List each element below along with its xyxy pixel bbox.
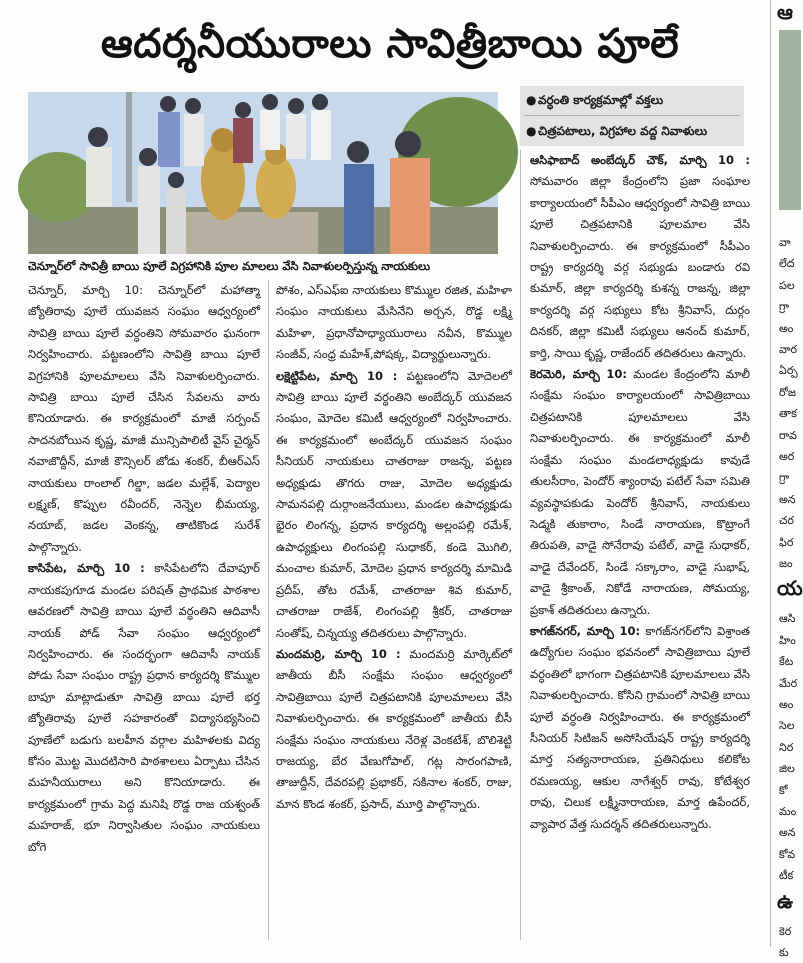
adjacent-text-fragment: తాక (779, 407, 797, 421)
adjacent-text-fragment: కోవ (779, 847, 796, 861)
subhead-1-text: వర్ధంతి కార్యక్రమాల్లో వక్తలు (538, 93, 664, 107)
subheads-box (520, 86, 744, 146)
adjacent-text-fragment: అం (779, 321, 794, 335)
adjacent-text-fragment: నిర (779, 740, 794, 754)
adjacent-text-fragment: అన (779, 492, 796, 506)
paragraph (28, 280, 260, 558)
news-photo (28, 92, 498, 254)
adjacent-text-fragment: అం (779, 698, 794, 711)
column-rule (520, 150, 521, 940)
paragraph (276, 366, 512, 644)
headline: ఆదర్శనీయురాలు సావిత్రీబాయి పూలే (100, 21, 680, 67)
subhead-divider (524, 115, 740, 116)
adjacent-text-fragment: హిం (779, 633, 796, 647)
paragraph (530, 621, 750, 835)
paragraph-text: పట్టణంలోని మోదెలలో సావిత్రి బాయి పూలే వర్ధంతిని అంబేద్కర్‌ యువజన సంఘం, మోదెల కమిటీ ఆధ్వర్యంలో నిర్వహించారు. ఈ కార్యక్రమంలో అంబేద్కర్‌ యువజన సంఘం సీనియర్‌ నాయకులు చాతరాజు రాజన్న, పట్టణ అధ్యక్షుడు తొగరు రాజు, మోదెల అధ్యక్షుడు సామనపల్లి దుర్గాంజనేయులు, మండల ఉపాధ్యక్షుడు భైరం లింగన్న, ప్రధాన కార్యదర్శి అల్లంపల్లి రమేశ్‌, ఉపాధ్యక్షులు లింగంపల్లి సుధాకర్‌, కండె మొగిలి, మంచాల కుమార్‌, మోదెల ప్రధాన కార్యదర్శి మామిడి ప్రదీప్‌, తోట రమేశ్‌, చాతరాజు శివ కుమార్‌, చాతరాజు రాజేశ్‌, లింగంపల్లి శ్రీకర్‌, చాతరాజు సంతోష్‌, చిన్నయ్య తదితరులు పాల్గొన్నారు. (276, 368, 513, 640)
paragraph-text: పోశం, ఎస్‌ఎఫ్‌ఐ నాయకులు కొమ్ముల రజిత, మహిళా సంఘం నాయకులు మేసినేని అర్చన, రొడ్డ లక్ష్మి మహిళా, ప్రధానోపాధ్యాయురాలు నవీన, కొమ్ముల సంజీవ్‌, సంధ్ర మహేశ్‌,పోషక్క, విద్యార్థులున్నారు. (276, 283, 512, 362)
dateline: కెరమెరి, మార్చి 10: (530, 367, 628, 382)
adjacent-text-fragment: జం (779, 557, 793, 570)
article-column-1 (28, 280, 260, 940)
paragraph-text: మందమర్రి మార్కెట్‌లో జాతీయ బీసీ సంక్షేమ సంఘం ఆధ్వర్యంలో సావిత్రిబాయి పూలే చిత్రపటానికి పూలమాలలు వేసి నివాళులర్పించారు. ఈ కార్యక్రమంలో జాతీయ బీసీ సంక్షేమ సంఘం నాయకులు నేరెళ్ల వెంకటేశ్‌, బొలిశెట్టి రాజయ్య, బేర వేణుగోపాల్‌, గట్ల సారంగపాణి, తాజుద్దీన్‌, దేవరపల్లి ప్రభాకర్‌, సకినాల శంకర్‌, రాజు, మాన కొండ శంకర్‌, ప్రసాద్‌, మూర్తి పాల్గొన్నారు. (276, 646, 512, 811)
adjacent-text-fragment: లేద (779, 257, 795, 271)
paragraph (276, 644, 512, 815)
paragraph-text: చెన్నూర్‌, మార్చి 10: చెన్నూర్‌లో మహాత్మా జ్యోతిరావు పూలే యువజన సంఘం ఆధ్వర్యంలో సావిత్రి బాయి పూలే వర్ధంతిని సోమవారం ఘనంగా నిర్వహించారు. పట్టణంలోని సావిత్రి బాయి పూలే విగ్రహానికి పూలమాలలు వేసి నివాళులర్పించారు. సావిత్రి బాయి పూలే చేసిన సేవలను వారు కొనియాడారు. ఈ కార్యక్రమంలో మాజీ సర్పంచ్‌ సాదనబోయిన కృష్ణ, మాజీ మున్సిపాలిటీ వైస్‌ చైర్మన్‌ నవాజొద్దీన్‌, మాజీ కౌన్సిలర్‌ జోడు శంకర్‌, బీఆర్‌ఎస్‌ నాయకులు రాంలాల్‌ గిల్డా, జడల మల్లేశ్‌, పెద్యాల లక్ష్మణ్‌, కొప్పుల రవీందర్‌, నెన్నెల భీమయ్య, నయాబ్‌, జడల వెంకన్న, తాటికొండ సురేశ్‌ పాల్గొన్నారు. (28, 283, 260, 554)
adjacent-text-fragment: రావ (779, 428, 797, 442)
adjacent-text-fragment: జిల (779, 762, 795, 776)
bullet-icon: ● (526, 93, 537, 107)
dateline: కాసిపేట, మార్చి 10 : (28, 561, 145, 576)
adjacent-text-fragment: సెల (779, 719, 795, 733)
adjacent-heading: ఉ (777, 888, 793, 913)
dateline: కాగజ్‌నగర్‌, మార్చి 10: (530, 623, 641, 638)
photo-caption: చెన్నూర్‌లో సావిత్రీ బాయి పూలే విగ్రహానికి పూల మాలలు వేసి నివాళులర్పిస్తున్న నాయకులు (28, 259, 431, 273)
adjacent-text-fragment: గ్రా (779, 471, 790, 485)
article-column-2 (276, 280, 512, 940)
adjacent-text-fragment: ఫిర (779, 535, 794, 549)
dateline: ఆసిఫాబాద్‌ అంబేద్కర్‌ చౌక్‌, మార్చి 10 : (530, 153, 750, 167)
subhead-1 (520, 86, 744, 114)
adjacent-photo (779, 30, 801, 210)
adjacent-text-fragment: రోజ (779, 385, 796, 399)
dateline: మందమర్రి, మార్చి 10 : (276, 646, 401, 661)
adjacent-text-fragment: అర (779, 450, 795, 463)
paragraph (530, 364, 750, 621)
adjacent-text-fragment: కేట (779, 655, 794, 669)
adjacent-text-fragment: కెర (779, 924, 792, 938)
dateline: లక్షెట్టిపేట, మార్చి 10 : (276, 368, 398, 383)
adjacent-text-fragment: కో (779, 783, 788, 797)
adjacent-text-fragment: చర (779, 514, 794, 528)
paragraph-text: కాగజ్‌నగర్‌లోని విశ్రాంత ఉద్యోగుల సంఘం భవనంలో సావిత్రిబాయి పూలే వర్ధంతిలో భాగంగా చిత్రపటానికి పూలమాలలు వేసి నివాళులర్పించారు. కోసిని గ్రామంలో సావిత్రి బాయి పూలే వర్ధంతి నిర్వహించారు. ఈ కార్యక్రమంలో సీనియర్‌ సిటిజన్‌ అసోసియేషన్‌ రాష్ట్ర కార్యదర్శి మార్త సత్యనారాయణ, ప్రతినిధులు కలికోట రమణయ్య, ఆకుల నాగేశ్వర్‌ రావు, కోటేశ్వర రావు, చిలుక లక్ష్మీనారాయణ, మార్త ఉపేందర్‌, వ్యాపార వేత్త సుదర్శన్‌ తదితరులున్నారు. (530, 623, 750, 831)
adjacent-heading: య (777, 576, 803, 601)
column-rule (268, 280, 269, 940)
article-column-3 (530, 150, 750, 940)
paragraph (276, 280, 512, 366)
adjacent-text-fragment: అన (779, 826, 796, 840)
adjacent-text-fragment: వార (779, 343, 798, 356)
bullet-icon: ● (526, 124, 537, 138)
adjacent-text-fragment: మం (779, 805, 797, 818)
adjacent-text-fragment: వా (779, 236, 791, 249)
adjacent-article-strip (770, 0, 803, 959)
adjacent-text-fragment: ఏర్ప (779, 364, 798, 378)
adjacent-heading: ఆ (777, 0, 793, 24)
adjacent-text-fragment: కు (779, 946, 789, 959)
paragraph (530, 150, 750, 364)
paragraph-text: కాసిపేటలోని దేవాపూర్‌ నాయకపుగూడ మండల పరిషత్‌ ప్రాథమిక పాఠశాల ఆవరణలో సావిత్రి బాయి పూలే వర్ధంతిని ఆదివాసీ నాయక్‌ పోడ్‌ సేవా సంఘం ఆధ్వర్యంలో నిర్వహించారు. ఈ సందర్భంగా ఆదివాసీ నాయక్‌ పోడు సేవా సంఘం రాష్ట్ర ప్రధాన కార్యదర్శి కొమ్ముల బాపూ మాట్లాడుతూ సావిత్రి బాయి పూలే భర్త జ్యోతిరావు పూలే సహకారంతో విద్యాసభ్యసించి పూణేలో బడుగు బలహీన వర్గాల మహిళలకు విద్య కోసం మొట్ట మొదటిసారి పాఠశాలలు ఏర్పాటు చేసిన మహనీయురాలు అని కొనియాడారు. ఈ కార్యక్రమంలో గ్రామ పెద్ద మనిషి రొడ్డ రాజ యశ్వంత్‌ మహరాజ్‌, భూ నిర్వాసితుల సంఘం నాయకులు బోగె (28, 561, 260, 854)
adjacent-text-fragment: గ్రా (779, 300, 790, 314)
adjacent-text-fragment: పల (779, 278, 795, 292)
paragraph-text: సోమవారం జిల్లా కేంద్రంలోని ప్రజా సంఘాల కార్యాలయంలో సీపీఎం ఆధ్వర్యంలో సావిత్రి బాయి పూలే చిత్రపటానికి పూలమాల వేసి నివాళులర్పించారు. ఈ కార్యక్రమంలో సీపీఎం రాష్ట్ర కార్యదర్శి వర్గ సభ్యుడు బండారు రవి కుమార్‌, జిల్లా కార్యదర్శి కుశన్న రాజన్న, జిల్లా కార్యదర్శి వర్గ సభ్యులు కోట శ్రీనివాస్‌, దుర్గం దినకర్‌, జిల్లా కమిటీ సభ్యులు ఆనంద్‌ కుమార్‌, కార్తి, సాయి కృష్ణ, రాజేందర్‌ తదితరులు ఉన్నారు. (530, 174, 750, 360)
paragraph-text: మండల కేంద్రంలోని మాలీ సంక్షేమ సంఘం కార్యాలయంలో సావిత్రిబాయి చిత్రపటానికి పూలమాలలు వేసి నివాళులర్పించారు. ఈ కార్యక్రమంలో మాలీ సంక్షేమ సంఘం మండలాధ్యక్షుడు కావుడే తులసీరాం, పెందోర్‌ శ్యాంరావు పటేల్‌ సేవా సమితి వ్యవస్థాపకుడు పెందోర్‌ శ్రీనివాస్‌, నాయకులు సెడ్మకి తుకారాం, సిండే నారాయణ, కొట్రాంగే తిరుపతి, వాడై సోనేరావు పటేల్‌, వాడై సుధాకర్‌, వాడై దేవేందర్‌, సిండే సక్కారాం, వాడై సుభాష్‌, వాడై శ్రీకాంత్‌, నికోడే నారాయణ, సోమయ్య, ప్రకాశ్‌ తదితరులు ఉన్నారు. (530, 367, 750, 617)
subhead-2 (520, 117, 744, 145)
subhead-2-text: చిత్రపటాలు, విగ్రహాల వద్ద నివాళులు (538, 124, 708, 138)
adjacent-text-fragment: ఆసి (779, 612, 796, 626)
adjacent-text-fragment: మేర (779, 676, 798, 690)
adjacent-text-fragment: టీక (779, 869, 794, 883)
paragraph (28, 558, 260, 858)
